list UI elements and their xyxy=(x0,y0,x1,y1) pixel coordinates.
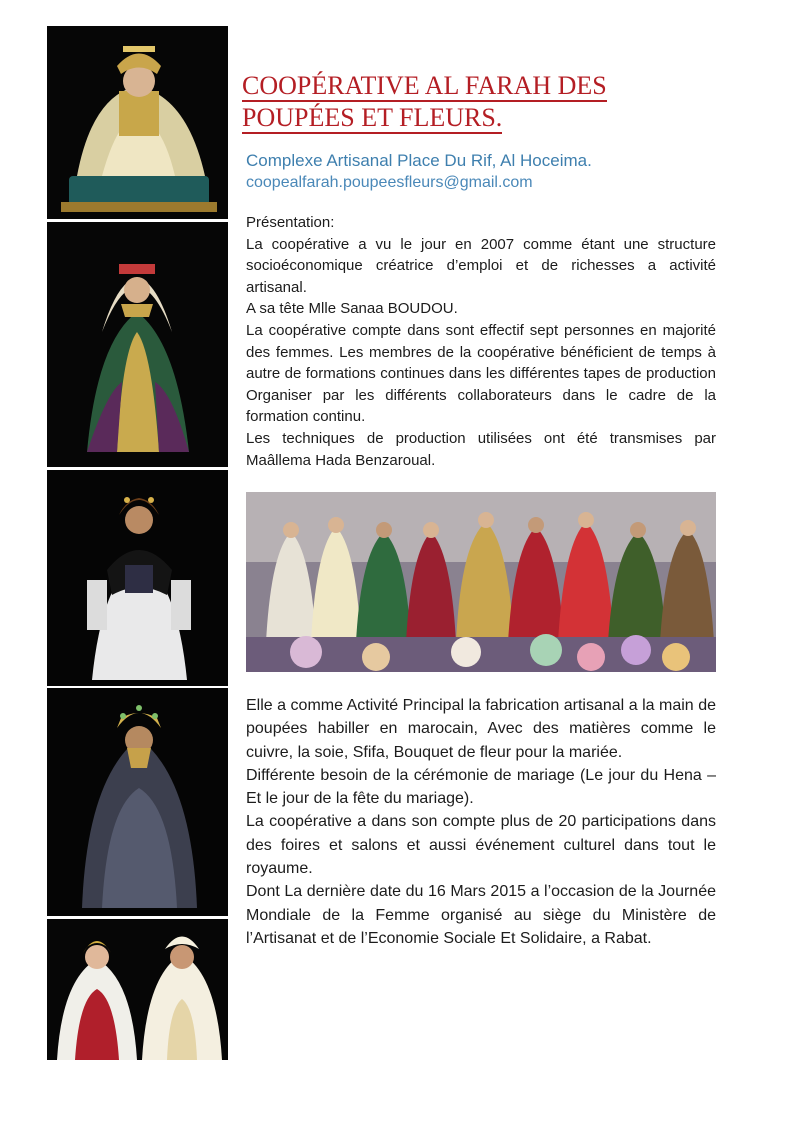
doll-photo-green-kaftan xyxy=(47,222,228,467)
doll-photo-bride-throne xyxy=(47,26,228,219)
presentation-paragraph: La coopérative compte dans sont effectif sept personnes en majorité des femmes. Les membres de la coopérative bénéficient de temps à autre de formations continues dans les différentes tapes de production Organiser par les différents collaborateurs dans le cadre de la formation continu. xyxy=(246,321,716,426)
activities-section xyxy=(246,694,716,950)
activities-paragraph: Dont La dernière date du 16 Mars 2015 a l’occasion de la Journée Mondiale de la Femme organisé au siège du Ministère de l’Artisanat et de l’Economie Sociale Et Solidaire, a Rabat. xyxy=(246,883,716,947)
presentation-paragraph: Les techniques de production utilisées ont été transmises par Maâllema Hada Benzaroual. xyxy=(246,429,716,469)
doll-photo-white-dress xyxy=(47,470,228,686)
activities-paragraph: Différente besoin de la cérémonie de mariage (Le jour du Hena – Et le jour de la fête du mariage). xyxy=(246,766,716,808)
email-address: coopealfarah.poupeesfleurs@gmail.com xyxy=(246,174,533,191)
presentation-section xyxy=(246,212,716,471)
doll-photo-dark-cape xyxy=(47,688,228,916)
presentation-paragraph: La coopérative a vu le jour en 2007 comme étant une structure socioéconomique créatrice d’emploi et de richesses a activité artisanal. xyxy=(246,235,716,296)
activities-paragraph: La coopérative a dans son compte plus de 20 participations dans des foires et salons et aussi événement culturel dans tout le royaume. xyxy=(246,813,716,878)
page-title xyxy=(242,70,762,134)
address-line: Complexe Artisanal Place Du Rif, Al Hoceima. xyxy=(246,151,592,170)
presentation-heading: Présentation: xyxy=(246,214,335,231)
doll-photo-couple xyxy=(47,919,228,1060)
activities-paragraph: Elle a comme Activité Principal la fabrication artisanal a la main de poupées habiller en marocain, Avec des matières comme le cuivre, la soie, Sfifa, Bouquet de fleur pour la mariée. xyxy=(246,697,716,761)
title-line-2: POUPÉES ET FLEURS. xyxy=(242,103,503,132)
title-line-1: COOPÉRATIVE AL FARAH DES xyxy=(242,71,607,100)
doll-collection-photo xyxy=(246,492,716,672)
presentation-paragraph: A sa tête Mlle Sanaa BOUDOU. xyxy=(246,300,458,318)
